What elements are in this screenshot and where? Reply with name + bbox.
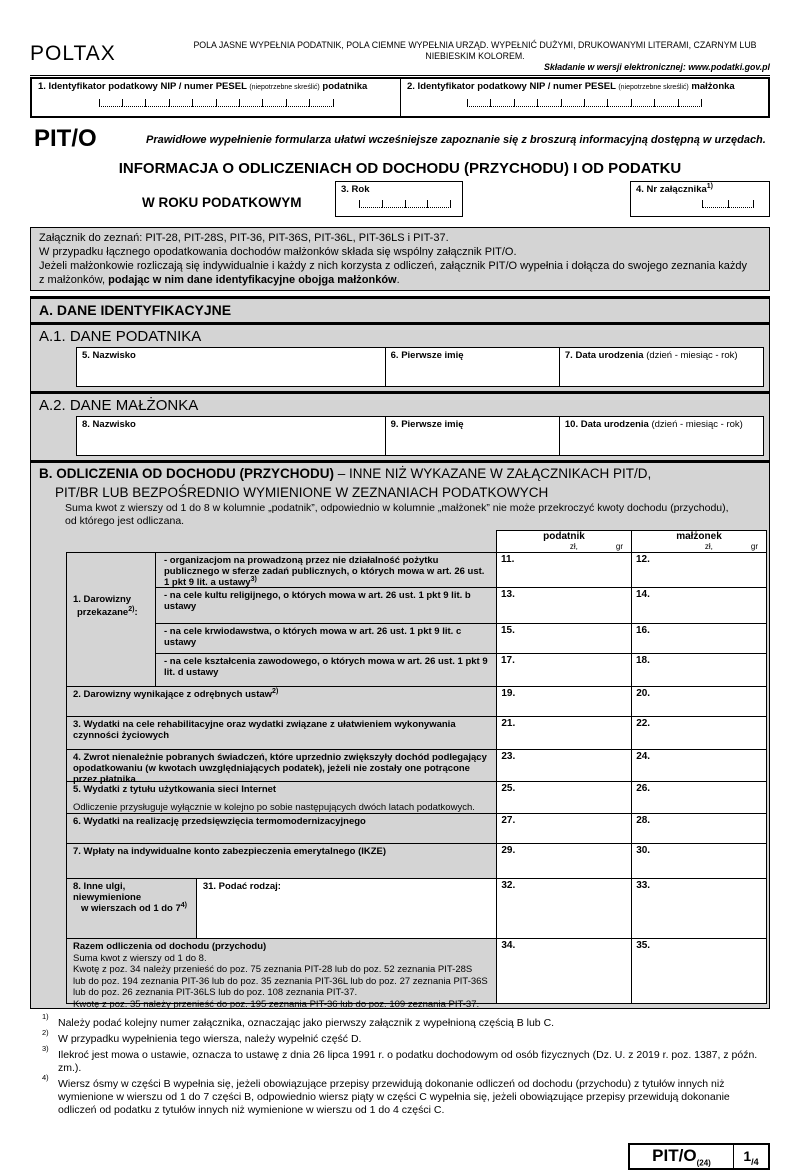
a2-fields [76, 416, 764, 456]
amount-cell-11[interactable]: 11. [496, 553, 631, 587]
row-desc: - na cele krwiodawstwa, o których mowa w art. 26 ust. 1 pkt 9 lit. c ustawy [164, 626, 462, 648]
comb-cell [216, 99, 239, 107]
section-a2-title: A.2. DANE MAŁŻONKA [39, 397, 199, 414]
table-row [67, 716, 766, 749]
comb-cell [728, 200, 755, 208]
row-desc: - na cele kształcenia zawodowego, o których mowa w art. 26 ust. 1 pkt 9 lit. d ustawy [164, 656, 488, 678]
attachment-number-comb[interactable] [702, 200, 754, 208]
comb-cell [631, 99, 654, 107]
table-row [67, 843, 766, 878]
row-darowizny-label: 1. Darowizny przekazane$^{2)}$: [67, 553, 156, 686]
section-a2 [30, 392, 770, 461]
nip-pesel-podatnik-label: 1. Identyfikator podatkowy NIP / numer PESEL (niepotrzebne skreślić) podatnika [38, 81, 368, 92]
row-desc: 2. Darowizny wynikające z odrębnych ustaw$^{2)}$ [73, 687, 279, 700]
comb-cell [145, 99, 168, 107]
row-note: Odliczenie przysługuje wyłącznie w kolejno po sobie następujących dwóch latach podatkowych. [73, 802, 475, 813]
row-desc: 7. Wpłaty na indywidualne konto zabezpieczenia emerytalnego (IKZE) [73, 846, 387, 857]
row-desc: - na cele kultu religijnego, o których mowa w art. 26 ust. 1 pkt 9 lit. b ustawy [164, 590, 471, 612]
footnotes [30, 1012, 770, 1117]
info-line-4: z małżonków, podając w nim dane identyfikacyjne obojga małżonków. [39, 274, 400, 286]
comb-cell [702, 200, 728, 208]
comb-cell [490, 99, 513, 107]
section-a1 [30, 323, 770, 392]
form-header [30, 40, 770, 73]
section-a1-title: A.1. DANE PODATNIKA [39, 328, 202, 345]
table-row [67, 813, 766, 843]
comb-cell [99, 99, 122, 107]
amount-cell-18[interactable]: 18. [631, 654, 766, 686]
comb-cell [192, 99, 215, 107]
amount-cell-19[interactable]: 19. [496, 687, 631, 716]
comb-cell [467, 99, 490, 107]
footer-form-code: PIT/$O_{(24)}$ [630, 1145, 734, 1168]
amount-cell-15[interactable]: 15. [496, 624, 631, 653]
table-row [67, 749, 766, 785]
comb-cell [359, 200, 382, 208]
row-desc: 3. Wydatki na cele rehabilitacyjne oraz wydatki związane z ułatwieniem wykonywania czynności życiowych [73, 719, 456, 741]
table-row [156, 553, 766, 587]
row-desc: 6. Wydatki na realizację przedsięwzięcia termomodernizacyjnego [73, 816, 366, 827]
amount-cell-26[interactable]: 26. [631, 782, 766, 813]
nip-pesel-malzonek-field[interactable] [400, 79, 768, 116]
amount-cell-17[interactable]: 17. [496, 654, 631, 686]
section-b-note: Suma kwot z wierszy od 1 do 8 w kolumnie „podatnik”, odpowiednio w kolumnie „małżonek” nie może przekroczyć kwoty dochodu (przychodu), od którego jest odliczana. [65, 502, 729, 527]
row-desc: 4. Zwrot nienależnie pobranych świadczeń, które uprzednio zwiększyły dochód podlegający opodatkowaniu (w kwotach uwzględniających podatek), jeżeli nie zostały one potrącone przez płatnika [73, 752, 487, 785]
amount-cell-22[interactable]: 22. [631, 717, 766, 749]
tax-year-comb[interactable] [359, 200, 451, 208]
comb-cell [514, 99, 537, 107]
amount-cell-23[interactable]: 23. [496, 750, 631, 781]
comb-cell [607, 99, 630, 107]
table-row [156, 623, 766, 653]
nip-pesel-malzonek-comb[interactable] [467, 99, 702, 107]
comb-cell [654, 99, 677, 107]
tax-year-row [30, 180, 770, 222]
amount-cell-21[interactable]: 21. [496, 717, 631, 749]
comb-cell [537, 99, 560, 107]
malzonek-surname-field[interactable]: 8. Nazwisko [76, 416, 386, 456]
amount-cell-35[interactable]: 35. [631, 939, 766, 1003]
table-row [67, 781, 766, 813]
top-instructions [180, 40, 770, 73]
info-line-2: W przypadku łącznego opodatkowania dochodów małżonków składa się wspólny załącznik PIT/O. [39, 246, 517, 258]
efiling-note: Składanie w wersji elektronicznej: www.podatki.gov.pl [543, 62, 770, 72]
fill-instruction-text: POLA JASNE WYPEŁNIA PODATNIK, POLA CIEMNE WYPEŁNIA URZĄD. WYPEŁNIĆ DUŻYMI, DRUKOWANYMI LITERAMI, CZARNYM LUB NIEBIESKIM KOLOREM. [193, 40, 757, 61]
comb-cell [382, 200, 405, 208]
amount-cell-20[interactable]: 20. [631, 687, 766, 716]
amount-cell-32[interactable]: 32. [496, 879, 631, 938]
nip-pesel-malzonek-label: 2. Identyfikator podatkowy NIP / numer PESEL (niepotrzebne skreślić) małżonka [407, 81, 735, 92]
comb-cell [286, 99, 309, 107]
nip-pesel-podatnik-comb[interactable] [99, 99, 334, 107]
form-code: PIT/O [34, 125, 97, 152]
attachment-number-field[interactable] [630, 181, 770, 217]
total-row [67, 938, 766, 1010]
row-inne-ulgi [67, 878, 766, 938]
podatnik-firstname-field[interactable]: 6. Pierwsze imię [385, 347, 560, 387]
id-fields-row [30, 77, 770, 118]
row-desc: - organizacjom na prowadzoną przez nie działalność pożytku publicznego w sferze zadań publicznych, o których mowa w art. 26 ust. 1 pkt 9 lit. a ustawy$^{3)}$ [164, 555, 485, 588]
a1-fields [76, 347, 764, 387]
table-row [156, 653, 766, 686]
attachment-info-box [30, 227, 770, 291]
form-title: INFORMACJA O ODLICZENIACH OD DOCHODU (PRZYCHODU) I OD PODATKU [118, 160, 682, 177]
amount-cell-28[interactable]: 28. [631, 814, 766, 843]
podatnik-birthdate-field[interactable]: 7. Data urodzenia (dzień - miesiąc - rok) [559, 347, 764, 387]
amount-cell-24[interactable]: 24. [631, 750, 766, 781]
malzonek-column-header: małżonek zł, gr [631, 530, 767, 553]
amount-cell-25[interactable]: 25. [496, 782, 631, 813]
podac-rodzaj-field[interactable]: 31. Podać rodzaj: [197, 879, 497, 938]
comb-cell [584, 99, 607, 107]
comb-cell [239, 99, 262, 107]
amount-cell-12[interactable]: 12. [631, 553, 766, 587]
amount-cell-33[interactable]: 33. [631, 879, 766, 938]
row-desc: 5. Wydatki z tytułu użytkowania sieci Internet Odliczenie przysługuje wyłącznie w kolejno po sobie następujących dwóch latach podatkowych. [67, 782, 496, 813]
attachment-number-label: 4. Nr załącznika$^{1)}$ [636, 182, 713, 195]
tax-year-field[interactable] [335, 181, 463, 217]
section-b [30, 461, 770, 1009]
malzonek-birthdate-field[interactable]: 10. Data urodzenia (dzień - miesiąc - rok) [559, 416, 764, 456]
header-rule [30, 75, 770, 76]
footnote-3: 3) Ilekroć jest mowa o ustawie, oznacza to ustawę z dnia 26 lipca 1991 r. o podatku dochodowym od osób fizycznych (Dz. U. z 2019 r. poz. 1387, z późn. zm.). [42, 1044, 758, 1074]
column-headers [31, 530, 769, 552]
poltax-logo: POLTAX [30, 42, 116, 65]
row-inne-ulgi-label: 8. Inne ulgi, niewymienione w wierszach od 1 do 7$^{4)}$ [67, 879, 197, 938]
footnote-1: 1) Należy podać kolejny numer załącznika, oznaczając jako pierwszy załącznik z wypełnioną częścią B lub C. [42, 1012, 555, 1029]
table-row [156, 587, 766, 623]
footnote-4: 4) Wiersz ósmy w części B wypełnia się, jeżeli obowiązujące przepisy przewidują dokonanie odliczeń od dochodu (przychodu) z tytułów innych niż wymienione w wierszu od 1 do 7 części B, odpowiednio wiersz piąty w części C wypełnia się, jeżeli obowiązujące przepisy przewidują dokonanie odliczeń od podatku z tytułów innych niż wymienione w wierszu od 1 do 4 części C. [42, 1073, 730, 1116]
comb-cell [309, 99, 333, 107]
section-b-title-line2: PIT/BR LUB BEZPOŚREDNIO WYMIENIONE W ZEZNANIACH PODATKOWYCH [55, 485, 549, 500]
section-b-title: B. ODLICZENIA OD DOCHODU (PRZYCHODU) – INNE NIŻ WYKAZANE W ZAŁĄCZNIKACH PIT/D, [39, 466, 652, 481]
form-code-row [30, 118, 770, 157]
comb-cell [262, 99, 285, 107]
comb-cell [405, 200, 428, 208]
amount-cell-27[interactable]: 27. [496, 814, 631, 843]
amount-cell-16[interactable]: 16. [631, 624, 766, 653]
amount-cell-14[interactable]: 14. [631, 588, 766, 623]
podatnik-column-header: podatnik zł, gr [496, 530, 632, 553]
malzonek-firstname-field[interactable]: 9. Pierwsze imię [385, 416, 560, 456]
amount-cell-13[interactable]: 13. [496, 588, 631, 623]
tax-year-label: 3. Rok [341, 184, 370, 195]
amount-cell-30[interactable]: 30. [631, 844, 766, 878]
amount-cell-34[interactable]: 34. [496, 939, 631, 1003]
section-a-header: A. DANE IDENTYFIKACYJNE [30, 296, 770, 323]
comb-cell [561, 99, 584, 107]
page-footer [30, 1143, 770, 1170]
amount-cell-29[interactable]: 29. [496, 844, 631, 878]
info-line-1: Załącznik do zeznań: PIT-28, PIT-28S, PIT-36, PIT-36S, PIT-36L, PIT-36LS i PIT-37. [39, 232, 449, 244]
nip-pesel-podatnik-field[interactable] [32, 79, 400, 116]
footer-box [628, 1143, 770, 1170]
comb-cell [678, 99, 702, 107]
comb-cell [169, 99, 192, 107]
footer-page-number: $1_{/4}$ [743, 1148, 759, 1167]
info-line-3: Jeżeli małżonkowie rozliczają się indywidualnie i każdy z nich korzysta z odliczeń, załącznik PIT/O wypełnia i dołącza do swojego zeznania każdy [39, 260, 747, 272]
podatnik-surname-field[interactable]: 5. Nazwisko [76, 347, 386, 387]
comb-cell [427, 200, 451, 208]
form-note: Prawidłowe wypełnienie formularza ułatwi wcześniejsze zapoznanie się z broszurą informacyjną dostępną w urzędach. [146, 134, 766, 146]
form-subtitle: W ROKU PODATKOWYM [142, 195, 302, 210]
table-row [67, 686, 766, 716]
deductions-table [66, 552, 767, 1010]
total-row-desc: Razem odliczenia od dochodu (przychodu) Suma kwot z wierszy od 1 do 8. Kwotę z poz. 34 należy przenieść do poz. 75 zeznania PIT-28 lub do poz. 52 zeznania PIT-28S lub do poz. 194 zeznania PIT-36 lub do poz. 35 zeznania PIT-36L lub do poz. 27 zeznania PIT-36S lub do poz. 26 zeznania PIT-36LS lub do poz. 108 zeznania PIT-37. Kwotę z poz. 35 należy przenieść do poz. 195 zeznania PIT-36 lub do poz. 109 zeznania PIT-37. [73, 941, 488, 1010]
comb-cell [122, 99, 145, 107]
row-darowizny [67, 553, 766, 686]
footnote-2: 2) W przypadku wypełnienia tego wiersza, należy wypełnić część D. [42, 1028, 362, 1045]
